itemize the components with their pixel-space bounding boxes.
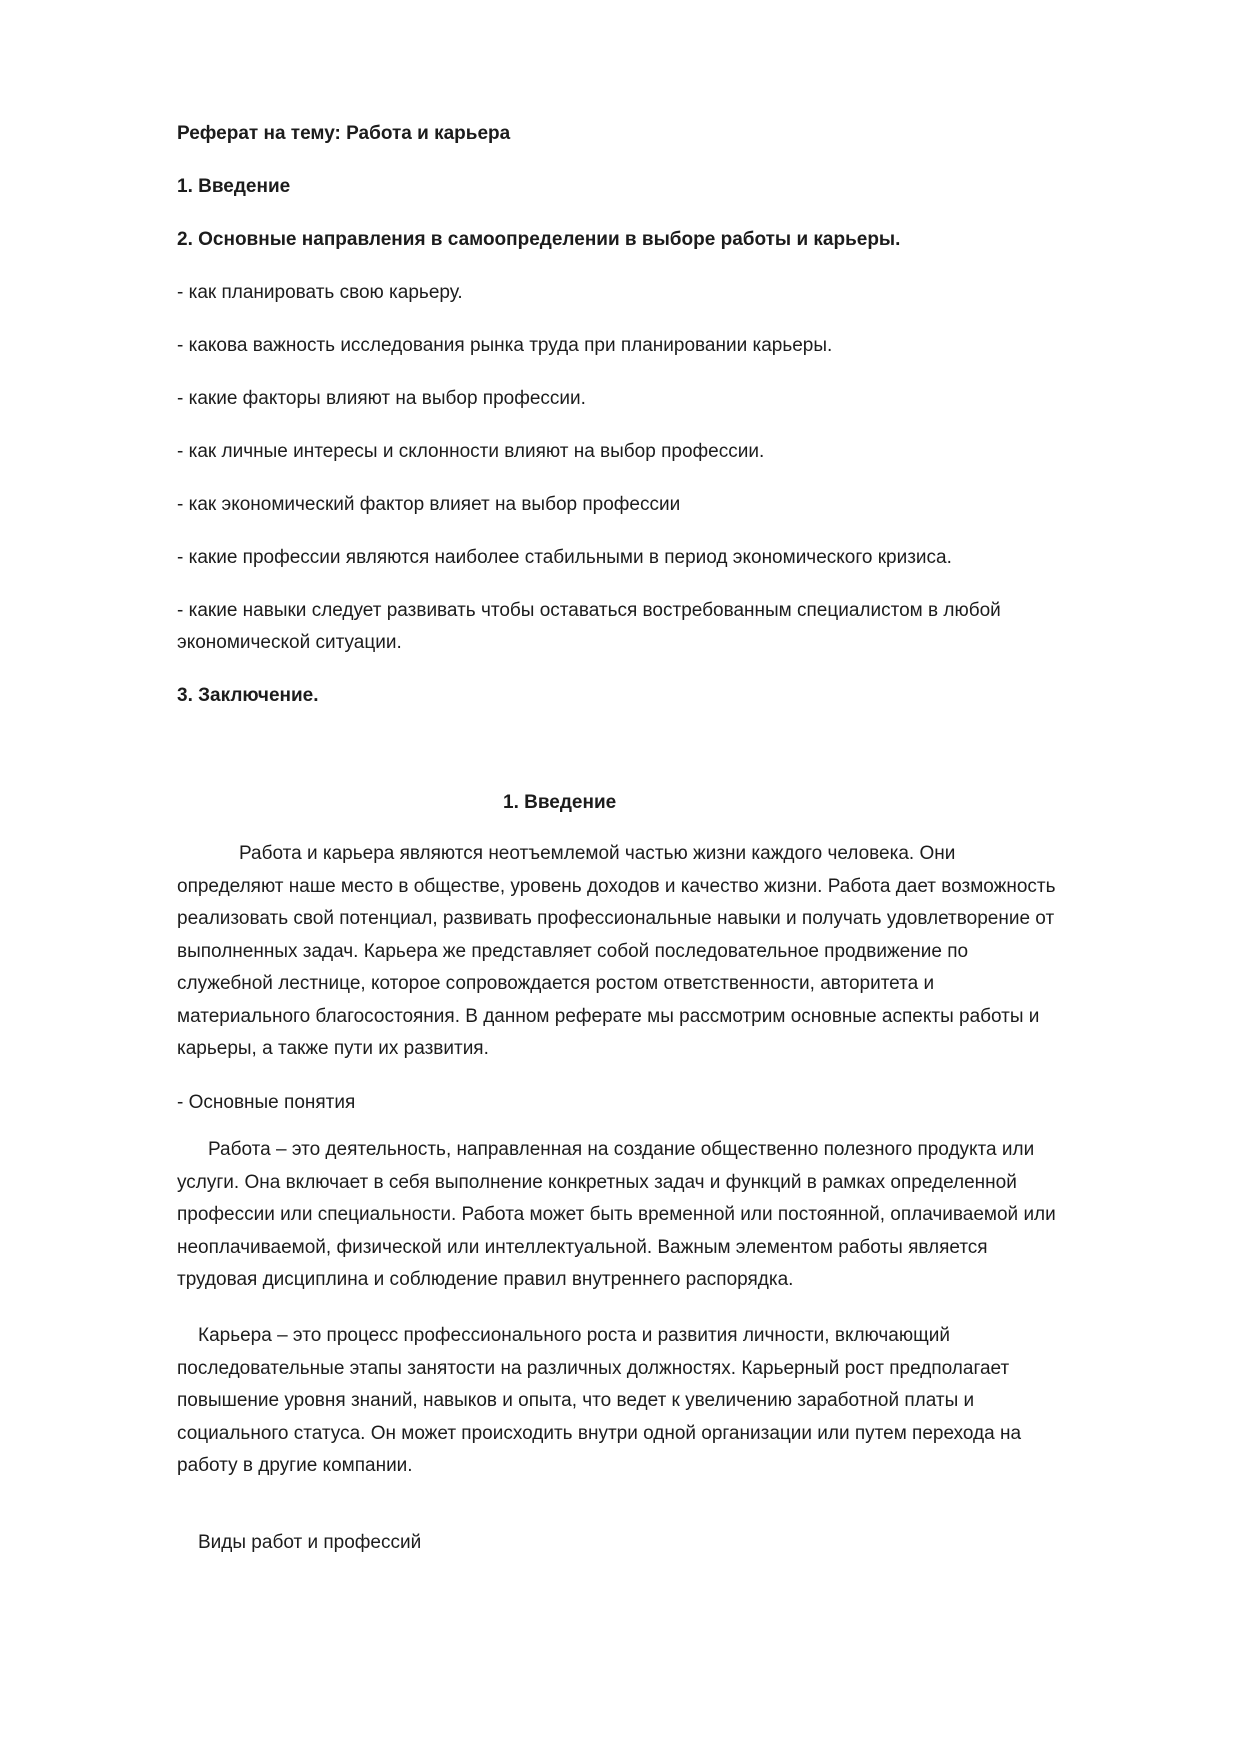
toc-subitem: - как экономический фактор влияет на выбор профессии [177,494,681,515]
paragraph-line: услуги. Она включает в себя выполнение конкретных задач и функций в рамках определенной [177,1171,1017,1193]
paragraph-line: реализовать свой потенциал, развивать профессиональные навыки и получать удовлетворение от [177,908,1055,929]
paragraph-line: трудовая дисциплина и соблюдение правил внутреннего распорядка. [177,1269,794,1290]
paragraph-line: Работа и карьера являются неотъемлемой частью жизни каждого человека. Они [239,843,956,864]
paragraph-line: неоплачиваемой, физической или интеллектуальной. Важным элементом работы является [177,1236,988,1258]
toc-item-main-directions: 2. Основные направления в самоопределении в выборе работы и карьеры. [177,229,901,250]
toc-subitem: - какие профессии являются наиболее стабильными в период экономического кризиса. [177,547,952,568]
paragraph-line: последовательные этапы занятости на различных должностях. Карьерный рост предполагает [177,1357,1010,1379]
toc-item-intro: 1. Введение [177,176,291,197]
paragraph-line: Карьера – это процесс профессионального роста и развития личности, включающий [198,1325,950,1346]
paragraph-line: определяют наше место в обществе, уровень доходов и качество жизни. Работа дает возможность [177,875,1056,897]
toc-item-conclusion: 3. Заключение. [177,685,319,706]
paragraph-line: карьеры, а также пути их развития. [177,1038,489,1059]
paragraph-line: социального статуса. Он может происходить внутри одной организации или путем перехода на [177,1422,1022,1444]
document-title: Реферат на тему: Работа и карьера [177,123,511,144]
work-paragraph [177,1134,1167,1297]
paragraph-line: повышение уровня знаний, навыков и опыта, что ведет к увеличению заработной платы и [177,1390,975,1411]
paragraph-line: профессии или специальности. Работа может быть временной или постоянной, оплачиваемой или [177,1204,1056,1225]
paragraph-line: выполненных задач. Карьера же представляет собой последовательное продвижение по [177,940,969,962]
toc-subitem: - какова важность исследования рынка труда при планировании карьеры. [177,335,833,356]
toc-subitem: - какие факторы влияют на выбор профессии. [177,388,586,409]
section-heading-intro: 1. Введение [503,792,617,813]
subsection-heading-concepts: - Основные понятия [177,1092,356,1113]
paragraph-line: материального благосостояния. В данном реферате мы рассмотрим основные аспекты работы и [177,1005,1040,1027]
paragraph-line: работу в другие компании. [177,1455,413,1476]
subsection-heading-types: Виды работ и профессий [198,1532,422,1553]
paragraph-line: служебной лестнице, которое сопровождается ростом ответственности, авторитета и [177,973,935,994]
toc-subitem: - как личные интересы и склонности влияют на выбор профессии. [177,441,765,462]
toc-subitem-continuation: экономической ситуации. [177,632,402,653]
paragraph-line: Работа – это деятельность, направленная на создание общественно полезного продукта или [208,1139,1035,1160]
toc-subitem: - как планировать свою карьеру. [177,282,463,303]
toc-subitem: - какие навыки следует развивать чтобы оставаться востребованным специалистом в любой [177,600,1001,621]
intro-paragraph [177,838,1167,1066]
career-paragraph [177,1320,1167,1483]
